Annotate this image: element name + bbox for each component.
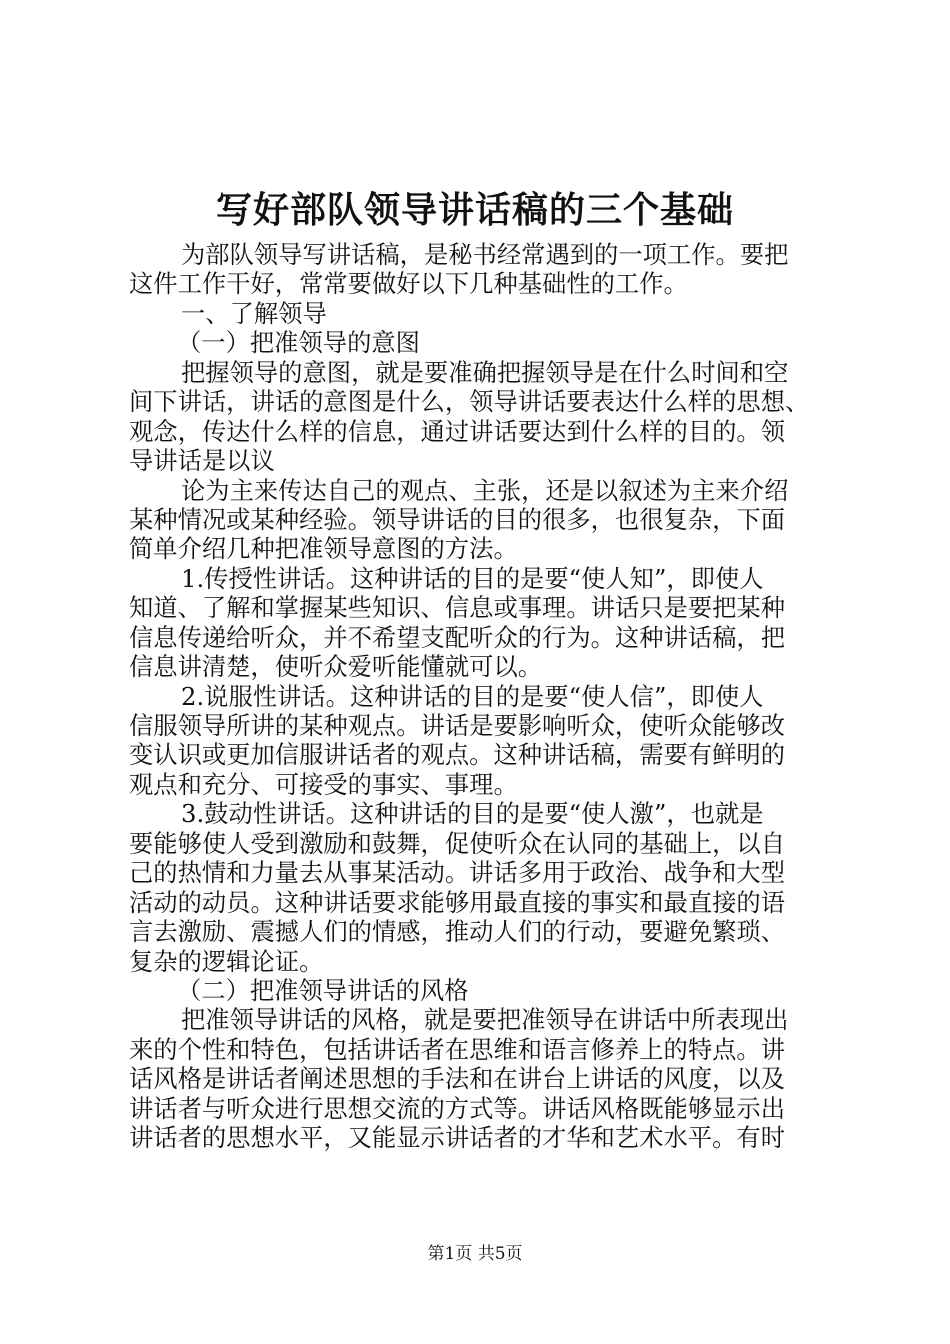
- text-line: 要能够使人受到激励和鼓舞，促使听众在认同的基础上，以自: [129, 828, 786, 858]
- text-line: 2.说服性讲话。这种讲话的目的是要“使人信”，即使人: [181, 681, 764, 711]
- text-line: 活动的动员。这种讲话要求能够用最直接的事实和最直接的语: [129, 887, 786, 917]
- text-line: 变认识或更加信服讲话者的观点。这种讲话稿，需要有鲜明的: [129, 740, 786, 770]
- text-line: 把握领导的意图，就是要准确把握领导是在什么时间和空: [181, 357, 789, 387]
- text-line: 信息讲清楚，使听众爱听能懂就可以。: [129, 652, 543, 682]
- text-line: 论为主来传达自己的观点、主张，还是以叙述为主来介绍: [181, 475, 789, 505]
- text-line: 某种情况或某种经验。领导讲话的目的很多，也很复杂，下面: [129, 504, 786, 534]
- text-line: 信服领导所讲的某种观点。讲话是要影响听众，使听众能够改: [129, 711, 786, 740]
- text-line: 1.传授性讲话。这种讲话的目的是要“使人知”，即使人: [181, 563, 764, 593]
- text-line: 观念，传达什么样的信息，通过讲话要达到什么样的目的。领: [129, 416, 786, 446]
- document-title: 写好部队领导讲话稿的三个基础: [215, 189, 734, 231]
- document-body: [129, 240, 829, 1153]
- text-line: 信息传递给听众，并不希望支配听众的行为。这种讲话稿，把: [129, 622, 786, 652]
- text-line: 这件工作干好，常常要做好以下几种基础性的工作。: [129, 269, 688, 299]
- text-line: （二）把准领导讲话的风格: [177, 975, 469, 1005]
- text-line: 导讲话是以议: [129, 446, 275, 476]
- text-line: 来的个性和特色，包括讲话者在思维和语言修养上的特点。讲: [129, 1034, 786, 1064]
- page-footer: 第1页 共5页: [427, 1244, 523, 1264]
- text-line: 一、了解领导: [181, 298, 327, 328]
- text-line: 观点和充分、可接受的事实、事理。: [129, 769, 518, 799]
- text-line: 话风格是讲话者阐述思想的手法和在讲台上讲话的风度，以及: [129, 1064, 786, 1094]
- text-line: 知道、了解和掌握某些知识、信息或事理。讲话只是要把某种: [129, 593, 786, 623]
- text-line: 己的热情和力量去从事某活动。讲话多用于政治、战争和大型: [129, 858, 786, 888]
- text-line: 言去激励、震撼人们的情感，推动人们的行动，要避免繁琐、: [129, 917, 786, 947]
- text-line: 复杂的逻辑论证。: [129, 946, 324, 976]
- text-line: 为部队领导写讲话稿，是秘书经常遇到的一项工作。要把: [181, 240, 789, 269]
- text-line: 讲话者与听众进行思想交流的方式等。讲话风格既能够显示出: [129, 1093, 786, 1123]
- text-line: 讲话者的思想水平，又能显示讲话者的才华和艺术水平。有时: [129, 1123, 786, 1153]
- text-line: 简单介绍几种把准领导意图的方法。: [129, 534, 518, 564]
- text-line: 把准领导讲话的风格，就是要把准领导在讲话中所表现出: [181, 1005, 789, 1035]
- text-line: 间下讲话，讲话的意图是什么，领导讲话要表达什么样的思想、: [129, 387, 810, 417]
- text-line: 3.鼓动性讲话。这种讲话的目的是要“使人激”，也就是: [181, 799, 764, 829]
- text-line: （一）把准领导的意图: [177, 328, 420, 358]
